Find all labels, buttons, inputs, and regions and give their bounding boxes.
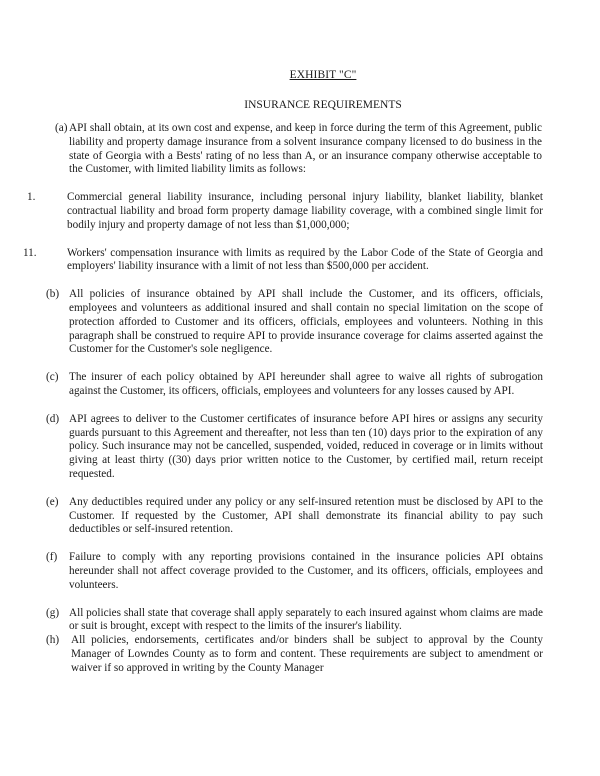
paragraph-text: The insurer of each policy obtained by API hereunder shall agree to waive all rights of subrogation against the Customer, its officers, officials, employees and volunteers for any losses caused by API. <box>69 371 543 397</box>
paragraph-h <box>46 634 543 675</box>
paragraph-text: Workers' compensation insurance with limits as required by the Labor Code of the State of Georgia and employers' liability insurance with a limit of not less than $500,000 per accident. <box>67 246 543 273</box>
paragraph-label: 11. <box>23 246 37 259</box>
paragraph-text: All policies, endorsements, certificates and/or binders shall be subject to approval by the County Manager of Lowndes County as to form and content. These requirements are subject to amendment or waiver if so approved in writing by the County Manager <box>71 634 543 674</box>
exhibit-title: EXHIBIT "C" <box>289 69 357 81</box>
paragraph-text: Failure to comply with any reporting provisions contained in the insurance policies API obtains hereunder shall not affect coverage provided to the Customer, and its officers, officials, employees and volunteers. <box>69 551 543 591</box>
paragraph-label: (g) <box>46 606 60 619</box>
paragraph-label: (e) <box>46 495 59 508</box>
paragraph-d <box>46 412 543 482</box>
paragraph-label: (d) <box>46 412 60 425</box>
paragraph-text: API shall obtain, at its own cost and expense, and keep in force during the term of this Agreement, public liability and property damage insurance from a solvent insurance company licensed to do business in the state of Georgia with a Bests' rating of no less than A, or an insurance company otherwise acceptable to the Customer, with limited liability limits as follows: <box>69 122 542 176</box>
paragraph-text: All policies shall state that coverage shall apply separately to each insured against whom claims are made or suit is brought, except with respect to the limits of the insurer's liability. <box>69 606 543 633</box>
paragraph-text: API agrees to deliver to the Customer certificates of insurance before API hires or assigns any security guards pursuant to this Agreement and thereafter, not less than ten (10) days prior to the expiration of any policy. Such insurance may not be cancelled, suspended, voided, reduced in coverage or in limits without giving at least thirty ((30) days prior written notice to the Customer, by certified mail, return receipt requested. <box>69 412 543 480</box>
paragraph-a <box>55 122 542 177</box>
paragraph-b <box>46 288 543 357</box>
section-heading: INSURANCE REQUIREMENTS <box>244 99 402 111</box>
paragraph-f <box>46 551 543 592</box>
paragraph-1 <box>27 191 543 232</box>
paragraph-label: (c) <box>46 371 59 384</box>
paragraph-label: (b) <box>46 288 60 301</box>
paragraph-label: (a) <box>55 122 68 134</box>
paragraph-e <box>46 495 543 537</box>
paragraph-label: (f) <box>46 551 58 564</box>
paragraph-g <box>46 606 543 635</box>
paragraph-11 <box>23 246 543 275</box>
paragraph-text: All policies of insurance obtained by API shall include the Customer, and its officers, officials, employees and volunteers as additional insured and shall contain no special limitation on the scope of protection afforded to Customer and its officers, officials, employees and volunteers. Nothing in this paragraph shall be construed to require API to provide insurance coverage for claims asserted against the Customer for the Customer's sole negligence. <box>69 288 543 356</box>
paragraph-label: (h) <box>46 634 60 647</box>
paragraph-text: Any deductibles required under any policy or any self-insured retention must be disclosed by API to the Customer. If requested by the Customer, API shall demonstrate its financial ability to pay such deductibles or self-insured retention. <box>69 495 543 536</box>
paragraph-c <box>46 371 543 399</box>
paragraph-label: 1. <box>27 191 36 204</box>
paragraph-text: Commercial general liability insurance, including personal injury liability, blanket liability, blanket contractual liability and broad form property damage liability coverage, with a combined single limit for bodily injury and property damage of not less than $1,000,000; <box>67 191 543 231</box>
